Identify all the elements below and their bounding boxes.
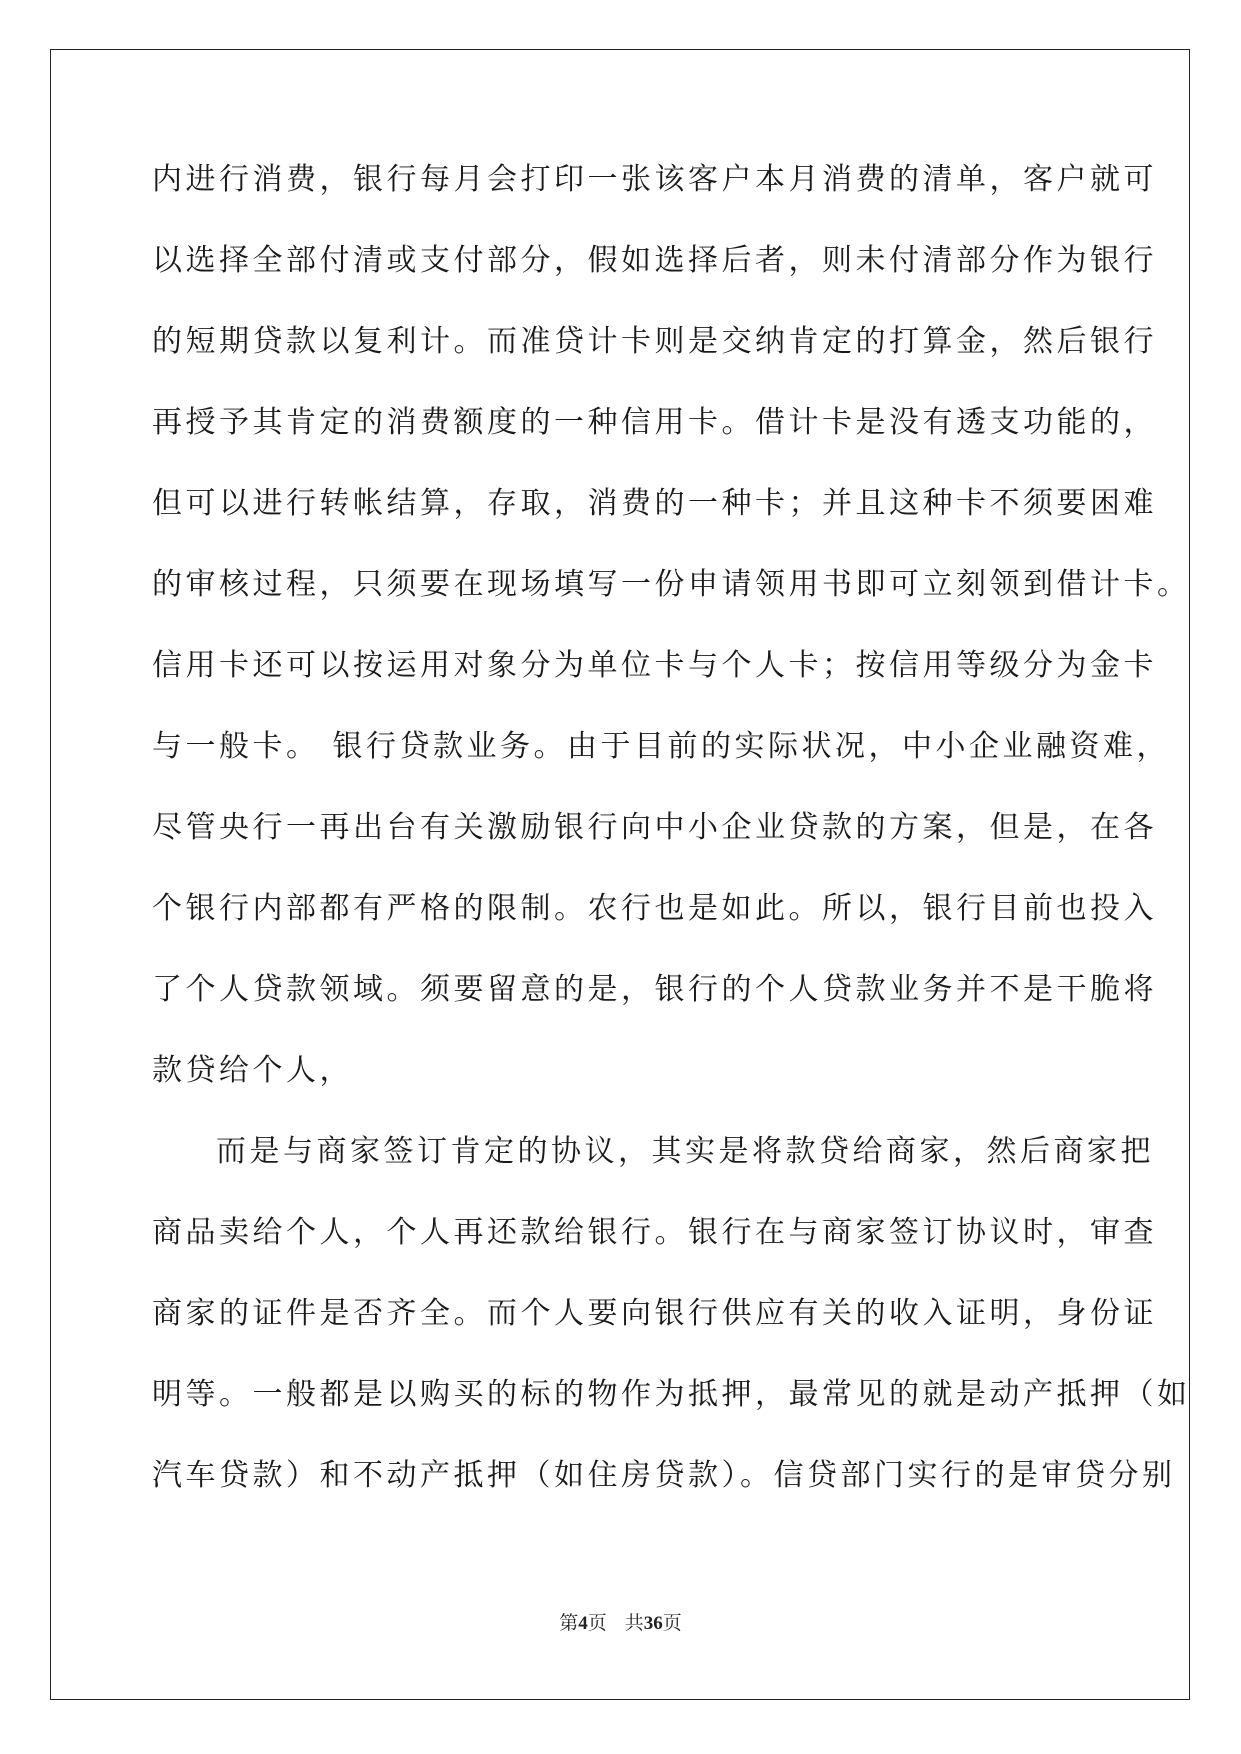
text-line: 汽车贷款）和不动产抵押（如住房贷款）。信贷部门实行的是审贷分别 <box>152 1458 1176 1493</box>
text-line: 个银行内部都有严格的限制。农行也是如此。所以，银行目前也投入 <box>152 891 1157 926</box>
text-line: 信用卡还可以按运用对象分为单位卡与个人卡；按信用等级分为金卡 <box>152 648 1157 683</box>
text-line: 再授予其肯定的消费额度的一种信用卡。借计卡是没有透支功能的， <box>152 405 1157 440</box>
text-line: 商家的证件是否齐全。而个人要向银行供应有关的收入证明，身份证 <box>152 1296 1157 1331</box>
paragraph-first-line: 而是与商家签订肯定的协议，其实是将款贷给商家，然后商家把 <box>216 1134 1154 1169</box>
text-line: 的短期贷款以复利计。而准贷计卡则是交纳肯定的打算金，然后银行 <box>152 324 1157 359</box>
text-line: 的审核过程，只须要在现场填写一份申请领用书即可立刻领到借计卡。 <box>152 567 1191 602</box>
footer-page-prefix: 第 <box>559 1612 579 1634</box>
text-line: 内进行消费，银行每月会打印一张该客户本月消费的清单，客户就可 <box>152 162 1157 197</box>
text-line: 了个人贷款领域。须要留意的是，银行的个人贷款业务并不是干脆将 <box>152 972 1157 1007</box>
footer-total-suffix: 页 <box>662 1612 682 1634</box>
page-footer <box>0 1611 1241 1636</box>
footer-total-prefix: 共 <box>624 1612 644 1634</box>
text-line: 尽管央行一再出台有关激励银行向中小企业贷款的方案，但是，在各 <box>152 810 1157 845</box>
footer-page-suffix: 页 <box>587 1612 607 1634</box>
text-line: 商品卖给个人，个人再还款给银行。银行在与商家签订协议时，审查 <box>152 1215 1157 1250</box>
text-line: 款贷给个人， <box>152 1053 353 1088</box>
text-line: 与一般卡。 银行贷款业务。由于目前的实际状况，中小企业融资难， <box>152 729 1171 764</box>
text-line: 但可以进行转帐结算，存取，消费的一种卡；并且这种卡不须要困难 <box>152 486 1157 521</box>
current-page-number: 4 <box>578 1613 588 1634</box>
total-pages-number: 36 <box>643 1613 663 1634</box>
text-line: 以选择全部付清或支付部分，假如选择后者，则未付清部分作为银行 <box>152 243 1157 278</box>
text-line: 明等。一般都是以购买的标的物作为抵押，最常见的就是动产抵押（如 <box>152 1377 1191 1412</box>
